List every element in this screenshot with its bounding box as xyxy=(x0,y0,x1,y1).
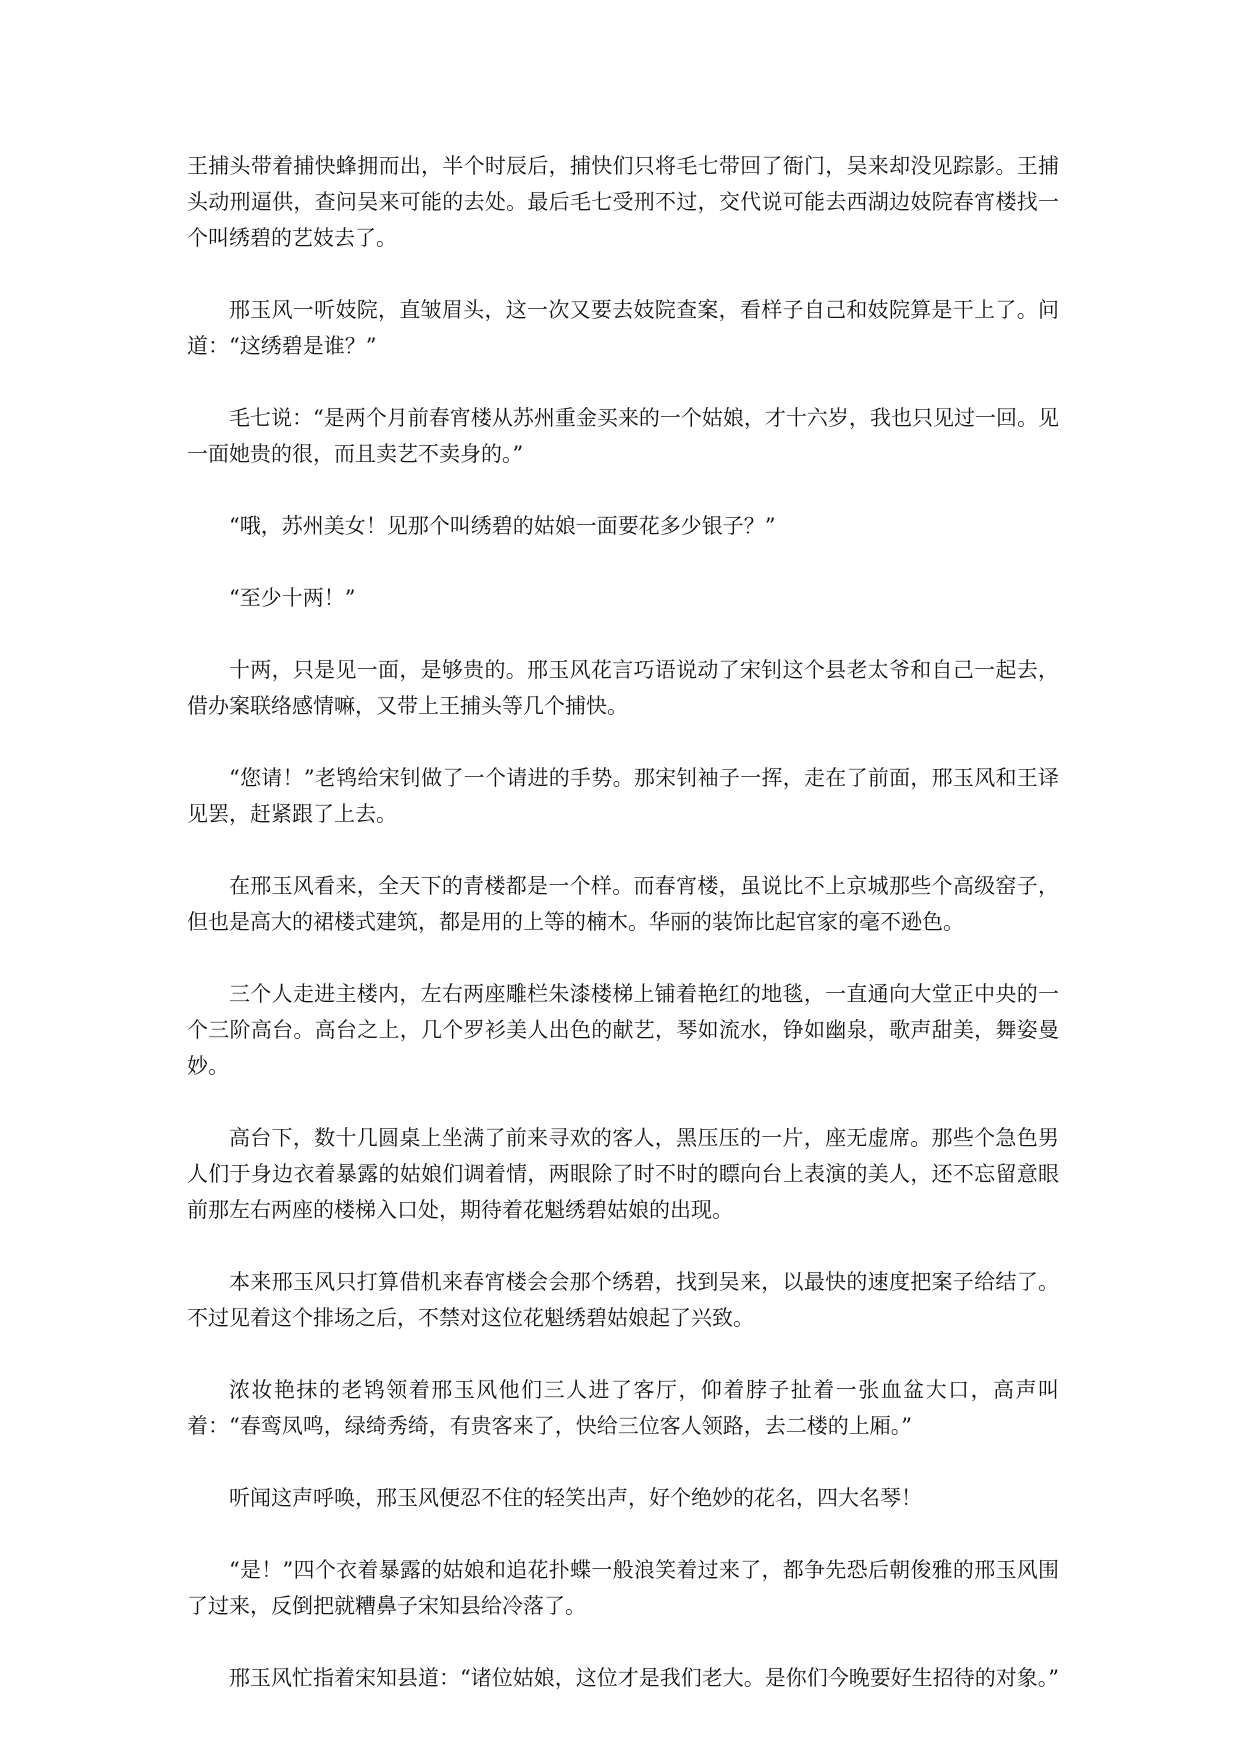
paragraph-11: 本来邢玉风只打算借机来春宵楼会会那个绣碧，找到吴来，以最快的速度把案子给结了。不过见着这个排场之后，不禁对这位花魁绣碧姑娘起了兴致。 xyxy=(187,1270,1059,1330)
paragraph-14: “是！”四个衣着暴露的姑娘和追花扑蝶一般浪笑着过来了，都争先恐后朝俊雅的邢玉风围了过来，反倒把就糟鼻子宋知县给冷落了。 xyxy=(187,1558,1059,1618)
paragraph-12: 浓妆艳抹的老鸨领着邢玉风他们三人进了客厅，仰着脖子扯着一张血盆大口，高声叫着：“春鸾凤鸣，绿绮秀绮，有贵客来了，快给三位客人领路，去二楼的上厢。” xyxy=(187,1378,1059,1438)
paragraph-15: 邢玉风忙指着宋知县道：“诸位姑娘，这位才是我们老大。是你们今晚要好生招待的对象。” xyxy=(229,1666,1059,1690)
paragraph-6: 十两，只是见一面，是够贵的。邢玉风花言巧语说动了宋钊这个县老太爷和自己一起去，借办案联络感情嘛，又带上王捕头等几个捕快。 xyxy=(187,658,1059,718)
paragraph-13: 听闻这声呼唤，邢玉风便忍不住的轻笑出声，好个绝妙的花名，四大名琴！ xyxy=(229,1486,922,1510)
paragraph-9: 三个人走进主楼内，左右两座雕栏朱漆楼梯上铺着艳红的地毯，一直通向大堂正中央的一个三阶高台。高台之上，几个罗衫美人出色的献艺，琴如流水，铮如幽泉，歌声甜美，舞姿曼妙。 xyxy=(187,982,1059,1078)
paragraph-1: 王捕头带着捕快蜂拥而出，半个时辰后，捕快们只将毛七带回了衙门，吴来却没见踪影。王捕头动刑逼供，查问吴来可能的去处。最后毛七受刑不过，交代说可能去西湖边妓院春宵楼找一个叫绣碧的艺妓去了。 xyxy=(187,154,1059,250)
paragraph-2: 邢玉风一听妓院，直皱眉头，这一次又要去妓院查案，看样子自己和妓院算是干上了。问道：“这绣碧是谁？” xyxy=(187,298,1059,358)
paragraph-8: 在邢玉风看来，全天下的青楼都是一个样。而春宵楼，虽说比不上京城那些个高级窑子，但也是高大的裙楼式建筑，都是用的上等的楠木。华丽的装饰比起官家的毫不逊色。 xyxy=(187,874,1059,934)
paragraph-7: “您请！”老鸨给宋钊做了一个请进的手势。那宋钊袖子一挥，走在了前面，邢玉风和王译见罢，赶紧跟了上去。 xyxy=(187,766,1059,826)
document-body xyxy=(187,148,1059,1696)
paragraph-3: 毛七说：“是两个月前春宵楼从苏州重金买来的一个姑娘，才十六岁，我也只见过一回。见一面她贵的很，而且卖艺不卖身的。” xyxy=(187,406,1059,466)
paragraph-4: “哦，苏州美女！见那个叫绣碧的姑娘一面要花多少银子？” xyxy=(229,514,776,538)
paragraph-10: 高台下，数十几圆桌上坐满了前来寻欢的客人，黑压压的一片，座无虚席。那些个急色男人们于身边衣着暴露的姑娘们调着情，两眼除了时不时的瞟向台上表演的美人，还不忘留意眼前那左右两座的楼梯入口处，期待着花魁绣碧姑娘的出现。 xyxy=(187,1126,1059,1222)
paragraph-5: “至少十两！” xyxy=(229,586,356,610)
